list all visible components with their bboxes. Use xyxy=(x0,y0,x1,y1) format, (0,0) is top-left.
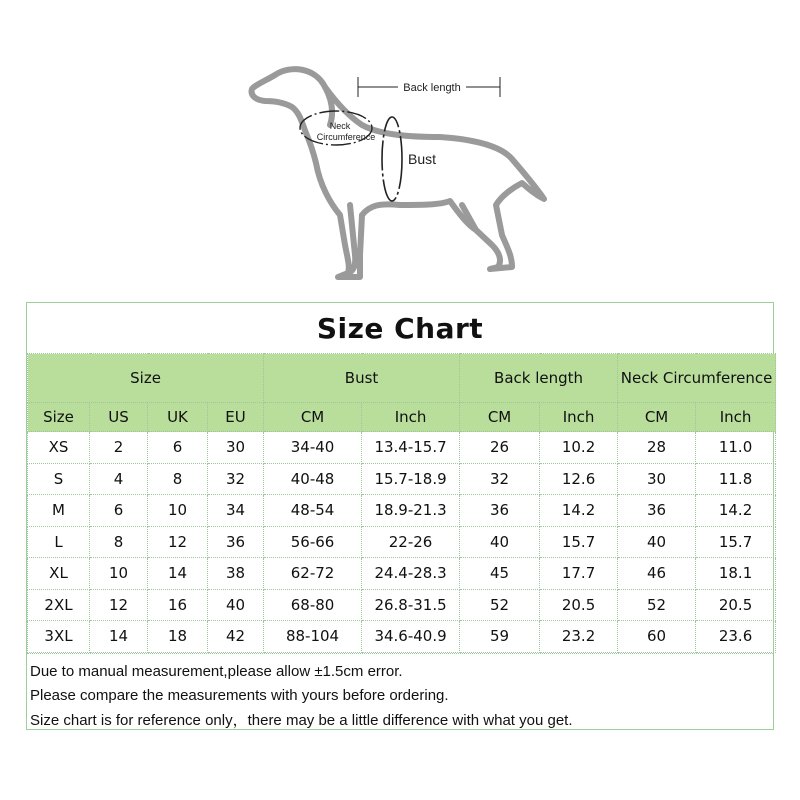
table-cell: 6 xyxy=(148,432,208,464)
table-cell: 18 xyxy=(148,621,208,653)
table-cell: 8 xyxy=(148,463,208,495)
table-cell: 36 xyxy=(460,495,540,527)
table-cell: 23.6 xyxy=(696,621,776,653)
table-cell: 26.8-31.5 xyxy=(362,589,460,621)
table-cell: 52 xyxy=(618,589,696,621)
table-cell: L xyxy=(28,526,90,558)
table-cell: XS xyxy=(28,432,90,464)
bust-label: Bust xyxy=(408,151,437,167)
sub-header-cell: CM xyxy=(618,403,696,432)
table-cell: 20.5 xyxy=(696,589,776,621)
bust-measure-ellipse xyxy=(382,117,402,201)
table-cell: 14 xyxy=(90,621,148,653)
table-cell: 18.9-21.3 xyxy=(362,495,460,527)
table-cell: 32 xyxy=(460,463,540,495)
table-cell: 26 xyxy=(460,432,540,464)
table-cell: 36 xyxy=(618,495,696,527)
table-cell: 46 xyxy=(618,558,696,590)
group-header-bust: Bust xyxy=(264,354,460,403)
sub-header-cell: EU xyxy=(208,403,264,432)
sub-header-row xyxy=(28,403,776,432)
table-cell: 10.2 xyxy=(540,432,618,464)
chart-title: Size Chart xyxy=(316,312,484,345)
table-cell: 22-26 xyxy=(362,526,460,558)
table-cell: 36 xyxy=(208,526,264,558)
sub-header-cell: US xyxy=(90,403,148,432)
table-cell: 40-48 xyxy=(264,463,362,495)
table-cell: 15.7-18.9 xyxy=(362,463,460,495)
table-cell: 40 xyxy=(460,526,540,558)
table-cell: 68-80 xyxy=(264,589,362,621)
table-cell: 14 xyxy=(148,558,208,590)
table-cell: 18.1 xyxy=(696,558,776,590)
neck-label-line2: Circumference xyxy=(316,132,376,142)
table-cell: 28 xyxy=(618,432,696,464)
table-cell: 34 xyxy=(208,495,264,527)
table-cell: 52 xyxy=(460,589,540,621)
table-cell: M xyxy=(28,495,90,527)
notes xyxy=(27,653,773,734)
table-cell: XL xyxy=(28,558,90,590)
sub-header-cell: CM xyxy=(460,403,540,432)
sub-header-cell: CM xyxy=(264,403,362,432)
table-cell: 8 xyxy=(90,526,148,558)
table-row xyxy=(28,463,776,495)
table-row xyxy=(28,558,776,590)
table-cell: 15.7 xyxy=(540,526,618,558)
table-cell: 23.2 xyxy=(540,621,618,653)
sub-header-cell: Size xyxy=(28,403,90,432)
table-cell: 62-72 xyxy=(264,558,362,590)
table-cell: 13.4-15.7 xyxy=(362,432,460,464)
group-header-size: Size xyxy=(28,354,264,403)
note-line: Please compare the measurements with yours before ordering. xyxy=(30,687,449,704)
dog-measurement-figure xyxy=(230,55,570,305)
note-line: Size chart is for reference only，there may be a little difference with what you get. xyxy=(30,711,573,729)
table-cell: 38 xyxy=(208,558,264,590)
table-cell: 34.6-40.9 xyxy=(362,621,460,653)
table-cell: 42 xyxy=(208,621,264,653)
size-table xyxy=(27,353,776,653)
table-cell: 14.2 xyxy=(540,495,618,527)
table-cell: 24.4-28.3 xyxy=(362,558,460,590)
size-chart xyxy=(26,302,774,730)
table-cell: 12 xyxy=(148,526,208,558)
table-cell: 60 xyxy=(618,621,696,653)
table-cell: 17.7 xyxy=(540,558,618,590)
table-cell: 2XL xyxy=(28,589,90,621)
table-row xyxy=(28,589,776,621)
group-header-neck: Neck Circumference xyxy=(618,354,776,403)
table-cell: 30 xyxy=(208,432,264,464)
table-cell: 16 xyxy=(148,589,208,621)
table-cell: S xyxy=(28,463,90,495)
table-cell: 2 xyxy=(90,432,148,464)
table-cell: 11.0 xyxy=(696,432,776,464)
table-cell: 10 xyxy=(148,495,208,527)
group-header-back-length: Back length xyxy=(460,354,618,403)
table-cell: 40 xyxy=(208,589,264,621)
table-cell: 6 xyxy=(90,495,148,527)
table-row xyxy=(28,526,776,558)
table-cell: 32 xyxy=(208,463,264,495)
table-cell: 45 xyxy=(460,558,540,590)
sub-header-cell: Inch xyxy=(696,403,776,432)
back-length-label: Back length xyxy=(403,82,461,94)
sub-header-cell: Inch xyxy=(540,403,618,432)
table-row xyxy=(28,432,776,464)
neck-label-line1: Neck xyxy=(329,121,351,131)
table-cell: 10 xyxy=(90,558,148,590)
table-cell: 4 xyxy=(90,463,148,495)
group-header-row xyxy=(28,354,776,403)
table-row xyxy=(28,621,776,653)
sub-header-cell: Inch xyxy=(362,403,460,432)
table-cell: 12 xyxy=(90,589,148,621)
note-line: Due to manual measurement,please allow ±1.5cm error. xyxy=(30,662,403,680)
table-cell: 20.5 xyxy=(540,589,618,621)
table-cell: 88-104 xyxy=(264,621,362,653)
table-cell: 15.7 xyxy=(696,526,776,558)
table-cell: 30 xyxy=(618,463,696,495)
dog-silhouette-icon xyxy=(252,69,544,277)
table-cell: 34-40 xyxy=(264,432,362,464)
table-cell: 12.6 xyxy=(540,463,618,495)
table-cell: 11.8 xyxy=(696,463,776,495)
table-cell: 59 xyxy=(460,621,540,653)
table-cell: 56-66 xyxy=(264,526,362,558)
table-row xyxy=(28,495,776,527)
table-cell: 3XL xyxy=(28,621,90,653)
table-cell: 48-54 xyxy=(264,495,362,527)
sub-header-cell: UK xyxy=(148,403,208,432)
table-cell: 14.2 xyxy=(696,495,776,527)
table-cell: 40 xyxy=(618,526,696,558)
table-body xyxy=(28,432,776,653)
